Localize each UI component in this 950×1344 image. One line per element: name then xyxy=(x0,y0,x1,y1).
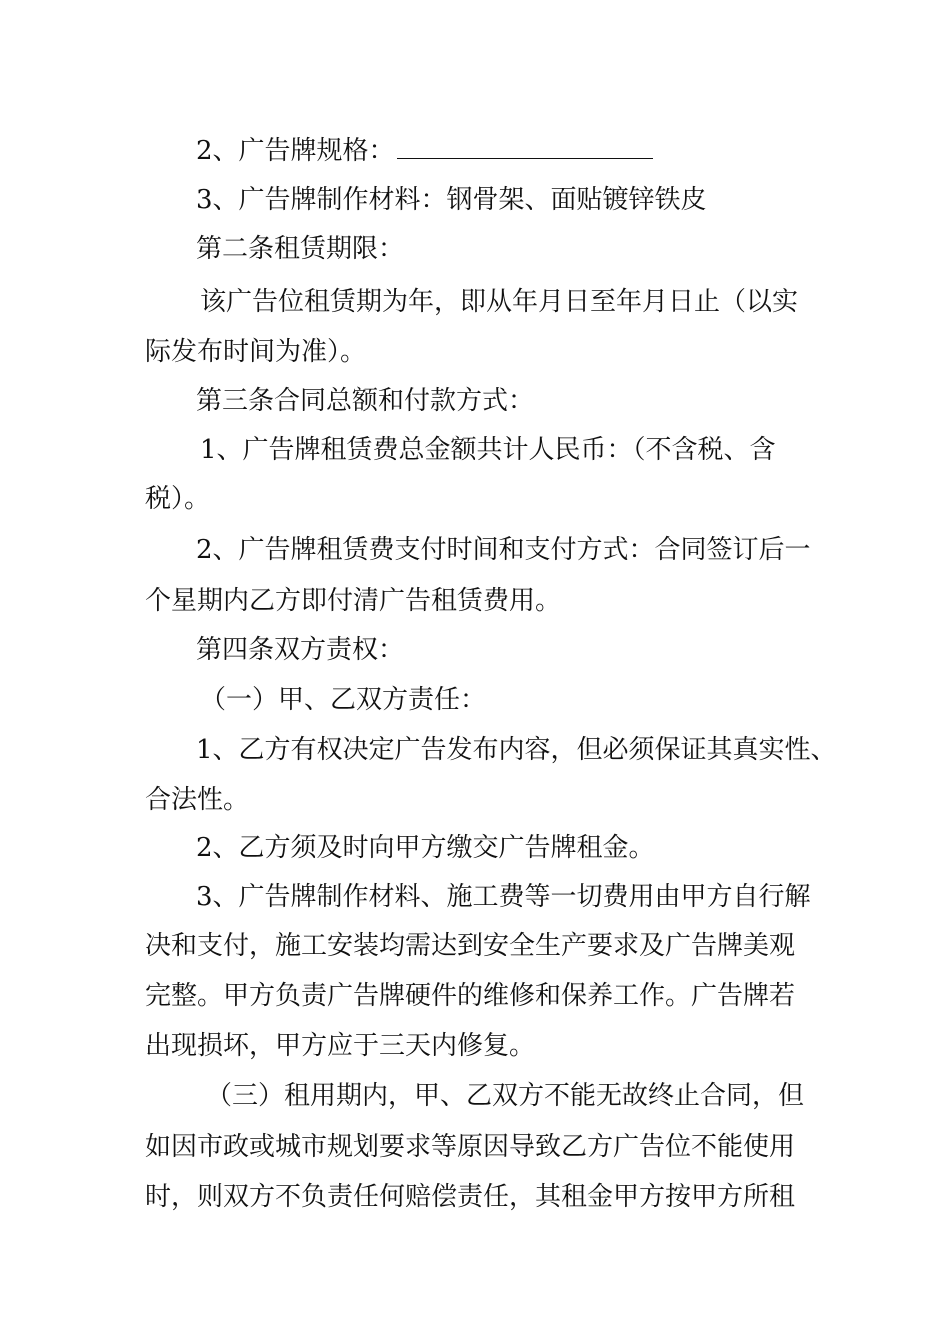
article-three-heading: 第三条合同总额和付款方式： xyxy=(196,386,535,416)
duty-3-line-3: 完整。甲方负责广告牌硬件的维修和保养工作。广告牌若 xyxy=(145,981,796,1011)
section-three-line-2: 如因市政或城市规划要求等原因导致乙方广告位不能使用 xyxy=(145,1132,796,1162)
section-one-heading: （一）甲、乙双方责任： xyxy=(200,685,487,715)
total-amount-line-2: 税）。 xyxy=(145,484,211,514)
duty-3-line-1: 3、广告牌制作材料、施工费等一切费用由甲方自行解 xyxy=(196,882,811,912)
spec-line xyxy=(196,134,653,168)
lease-term-line-2: 际发布时间为准）。 xyxy=(145,337,367,367)
duty-3-line-4: 出现损坏，甲方应于三天内修复。 xyxy=(145,1031,536,1061)
spec-blank-field xyxy=(397,136,653,159)
section-three-line-3: 时，则双方不负责任何赔偿责任，其租金甲方按甲方所租 xyxy=(145,1182,796,1212)
duty-1-line-2: 合法性。 xyxy=(145,785,250,815)
lease-term-line-1: 该广告位租赁期为年，即从年月日至年月日止（以实 xyxy=(200,287,799,317)
payment-line-1: 2、广告牌租赁费支付时间和支付方式：合同签订后一 xyxy=(196,535,811,565)
spec-label: 2、广告牌规格： xyxy=(196,136,395,166)
total-amount-line-1: 1、广告牌租赁费总金额共计人民币：（不含税、含 xyxy=(200,435,776,465)
article-four-heading: 第四条双方责权： xyxy=(196,635,405,665)
duty-2-line: 2、乙方须及时向甲方缴交广告牌租金。 xyxy=(196,833,655,863)
material-line: 3、广告牌制作材料：钢骨架、面贴镀锌铁皮 xyxy=(196,185,707,215)
payment-line-2: 个星期内乙方即付清广告租赁费用。 xyxy=(145,586,562,616)
duty-1-line-1: 1、乙方有权决定广告发布内容，但必须保证其真实性、 xyxy=(196,735,837,765)
section-three-line-1: （三）租用期内，甲、乙双方不能无故终止合同，但 xyxy=(206,1081,805,1111)
article-two-heading: 第二条租赁期限： xyxy=(196,234,405,264)
duty-3-line-2: 决和支付，施工安装均需达到安全生产要求及广告牌美观 xyxy=(145,931,796,961)
